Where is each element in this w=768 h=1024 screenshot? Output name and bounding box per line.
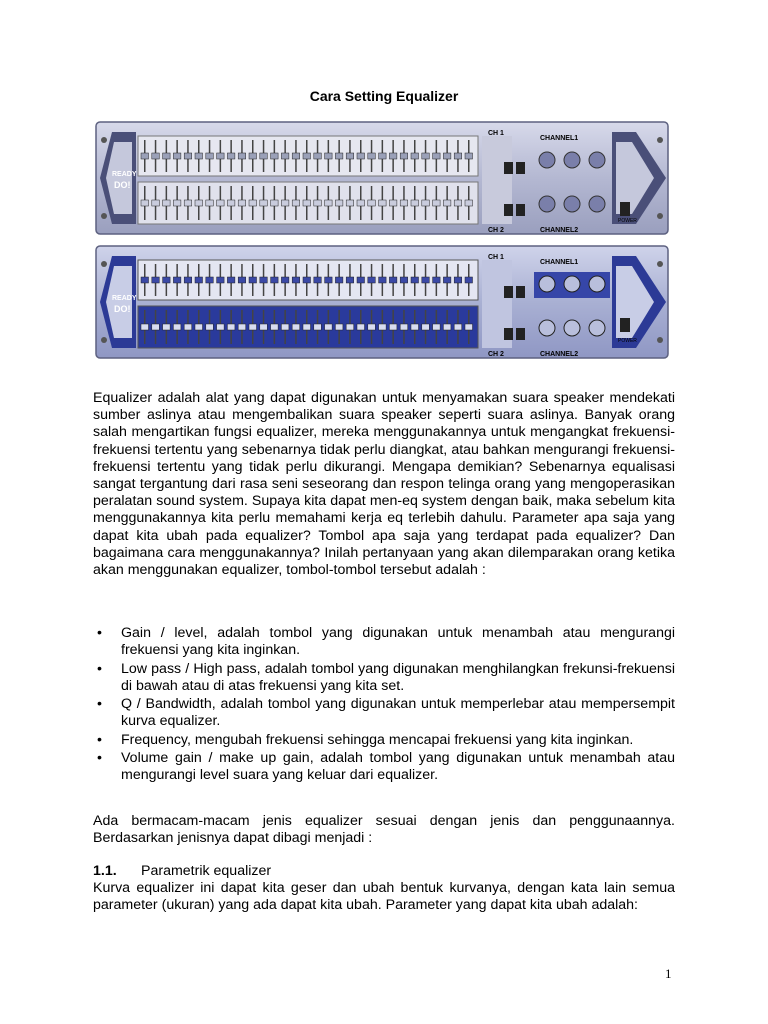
- slider-knob: [379, 200, 387, 206]
- slider-knob: [152, 153, 160, 159]
- list-item: • Volume gain / make up gain, adalah tombol yang digunakan untuk menambah atau mengurangi level suara yang keluar dari equalizer.: [97, 750, 675, 784]
- parameter-list: [93, 625, 675, 786]
- slider-knob: [260, 324, 268, 330]
- list-item: • Gain / level, adalah tombol yang digunakan untuk menambah atau mengurangi frekuensi yang kita inginkan.: [97, 625, 675, 659]
- slider-knob: [346, 153, 354, 159]
- slider-knob: [422, 153, 430, 159]
- slider-knob: [422, 200, 430, 206]
- channel-label: CHANNEL1: [540, 135, 579, 142]
- toggle-button: [504, 204, 513, 216]
- slider-knob: [141, 324, 149, 330]
- slider-knob: [238, 324, 246, 330]
- slider-knob: [281, 324, 289, 330]
- slider-knob: [152, 277, 160, 283]
- slider-knob: [357, 277, 365, 283]
- slider-knob: [346, 277, 354, 283]
- slider-knob: [141, 277, 149, 283]
- bullet-icon: •: [97, 750, 102, 767]
- slider-knob: [346, 200, 354, 206]
- channel-label: CHANNEL2: [540, 351, 579, 358]
- bullet-icon: •: [97, 731, 102, 748]
- power-switch: [620, 202, 630, 216]
- slider-knob: [379, 153, 387, 159]
- rack-screw: [101, 337, 107, 343]
- toggle-button: [516, 286, 525, 298]
- knob: [539, 196, 555, 212]
- slider-knob: [141, 200, 149, 206]
- slider-knob: [195, 200, 203, 206]
- slider-knob: [465, 324, 473, 330]
- page-title: Cara Setting Equalizer: [309, 88, 459, 104]
- slider-knob: [249, 324, 257, 330]
- slider-knob: [141, 153, 149, 159]
- brand-label: READY: [112, 295, 137, 302]
- slider-knob: [411, 324, 419, 330]
- slider-knob: [217, 153, 225, 159]
- slider-knob: [152, 324, 160, 330]
- brand-label: DO!: [114, 180, 131, 190]
- slider-knob: [173, 277, 181, 283]
- slider-knob: [249, 200, 257, 206]
- power-label: POWER: [618, 338, 637, 344]
- slider-knob: [206, 200, 214, 206]
- section-heading: [93, 863, 271, 879]
- slider-knob: [303, 277, 311, 283]
- slider-knob: [314, 277, 322, 283]
- slider-knob: [184, 153, 192, 159]
- slider-knob: [400, 277, 408, 283]
- ch-label: CH 2: [488, 351, 504, 358]
- equalizer-unit-1: [96, 122, 668, 234]
- ch-label: CH 1: [488, 254, 504, 261]
- slider-knob: [271, 277, 279, 283]
- slider-knob: [292, 324, 300, 330]
- list-item: • Q / Bandwidth, adalah tombol yang digunakan untuk memperlebar atau mempersempit kurva equalizer.: [97, 696, 675, 730]
- slider-knob: [443, 200, 451, 206]
- slider-knob: [433, 200, 441, 206]
- knob: [564, 276, 580, 292]
- slider-knob: [389, 200, 397, 206]
- slider-knob: [379, 277, 387, 283]
- slider-knob: [227, 277, 235, 283]
- toggle-button: [516, 204, 525, 216]
- slider-knob: [454, 277, 462, 283]
- slider-knob: [206, 324, 214, 330]
- channel-label: CHANNEL1: [540, 259, 579, 266]
- bullet-icon: •: [97, 660, 102, 677]
- slider-knob: [303, 324, 311, 330]
- slider-knob: [281, 153, 289, 159]
- slider-knob: [303, 200, 311, 206]
- slider-knob: [389, 277, 397, 283]
- ch-label: CH 1: [488, 130, 504, 137]
- slider-knob: [206, 153, 214, 159]
- slider-knob: [411, 153, 419, 159]
- list-item: • Low pass / High pass, adalah tombol yang digunakan menghilangkan frekunsi-frekuensi di bawah atau di atas frekuensi yang kita set.: [97, 660, 675, 694]
- power-label: POWER: [618, 218, 637, 224]
- slider-knob: [260, 153, 268, 159]
- slider-knob: [368, 153, 376, 159]
- slider-knob: [281, 277, 289, 283]
- slider-knob: [325, 153, 333, 159]
- slider-knob: [195, 277, 203, 283]
- rack-screw: [657, 137, 663, 143]
- slider-knob: [217, 324, 225, 330]
- slider-knob: [163, 277, 171, 283]
- slider-knob: [368, 324, 376, 330]
- knob: [589, 196, 605, 212]
- slider-knob: [292, 200, 300, 206]
- slider-knob: [433, 277, 441, 283]
- slider-knob: [325, 324, 333, 330]
- slider-knob: [292, 277, 300, 283]
- brand-label: READY: [112, 171, 137, 178]
- ch-label: CH 2: [488, 227, 504, 234]
- slider-knob: [271, 324, 279, 330]
- slider-knob: [443, 153, 451, 159]
- slider-knob: [206, 277, 214, 283]
- section-paragraph: Kurva equalizer ini dapat kita geser dan ubah bentuk kurvanya, dengan kata lain semua parameter (ukuran) yang ada dapat kita ubah. Parameter yang dapat kita ubah adalah:: [93, 880, 675, 914]
- slider-knob: [433, 153, 441, 159]
- page-number: 1: [665, 966, 672, 981]
- slider-knob: [163, 324, 171, 330]
- slider-knob: [411, 277, 419, 283]
- equalizer-unit-2: [96, 246, 668, 358]
- slider-knob: [260, 277, 268, 283]
- slider-knob: [454, 324, 462, 330]
- channel-label: CHANNEL2: [540, 227, 579, 234]
- slider-knob: [465, 200, 473, 206]
- slider-knob: [184, 200, 192, 206]
- slider-knob: [238, 200, 246, 206]
- slider-knob: [227, 324, 235, 330]
- slider-knob: [260, 200, 268, 206]
- toggle-button: [504, 328, 513, 340]
- slider-knob: [249, 153, 257, 159]
- slider-knob: [357, 324, 365, 330]
- slider-knob: [454, 153, 462, 159]
- equalizer-photo: [92, 118, 672, 360]
- slider-knob: [281, 200, 289, 206]
- slider-knob: [411, 200, 419, 206]
- slider-knob: [368, 200, 376, 206]
- power-switch: [620, 318, 630, 332]
- slider-knob: [163, 153, 171, 159]
- toggle-button: [516, 328, 525, 340]
- knob: [539, 320, 555, 336]
- slider-knob: [184, 277, 192, 283]
- rack-screw: [657, 261, 663, 267]
- slider-knob: [400, 153, 408, 159]
- knob: [564, 152, 580, 168]
- rack-screw: [101, 261, 107, 267]
- slider-knob: [325, 277, 333, 283]
- list-item: • Frequency, mengubah frekuensi sehingga mencapai frekuensi yang kita inginkan.: [97, 731, 634, 748]
- slider-knob: [335, 153, 343, 159]
- slider-knob: [443, 324, 451, 330]
- slider-knob: [389, 324, 397, 330]
- slider-knob: [422, 324, 430, 330]
- rack-screw: [657, 337, 663, 343]
- slider-knob: [184, 324, 192, 330]
- toggle-button: [504, 286, 513, 298]
- knob: [539, 152, 555, 168]
- slider-knob: [422, 277, 430, 283]
- slider-knob: [368, 277, 376, 283]
- slider-knob: [465, 277, 473, 283]
- intro-paragraph: Equalizer adalah alat yang dapat digunakan untuk menyamakan suara speaker mendekati sumber aslinya atau mengembalikan suara speaker seperti suara aslinya. Banyak orang salah mengartikan fungsi equalizer, mereka menggunakannya untuk mengangkat frekuensi-frekuensi tertentu yang sebenarnya tidak perlu diangkat, atau bahkan mengurangi frekuensi-frekuensi tertentu yang tidak perlu dikurangi. Mengapa demikian? Sebenarnya equalisasi sangat tergantung dari rasa seni seseorang dan respon telinga orang yang mengoperasikan peralatan sound system. Supaya kita dapat men-eq system dengan baik, maka sebelum kita menggunakannya kita perlu memahami kerja eq terlebih dahulu. Parameter apa saja yang dapat kita ubah pada equalizer? Tombol apa saja yang terdapat pada equalizer? Dan bagaimana cara menggunakannya? Inilah pertanyaan yang akan dilemparakan orang ketika akan menggunakan equalizer, tombol-tombol tersebut adalah :: [93, 390, 675, 579]
- slider-knob: [314, 153, 322, 159]
- slider-knob: [325, 200, 333, 206]
- slider-knob: [346, 324, 354, 330]
- slider-knob: [389, 153, 397, 159]
- slider-knob: [163, 200, 171, 206]
- toggle-button: [504, 162, 513, 174]
- slider-knob: [379, 324, 387, 330]
- slider-knob: [454, 200, 462, 206]
- slider-knob: [292, 153, 300, 159]
- slider-knob: [465, 153, 473, 159]
- slider-knob: [238, 277, 246, 283]
- knob: [589, 152, 605, 168]
- slider-knob: [335, 277, 343, 283]
- slider-knob: [227, 153, 235, 159]
- slider-knob: [271, 200, 279, 206]
- slider-knob: [195, 153, 203, 159]
- slider-knob: [335, 200, 343, 206]
- slider-knob: [335, 324, 343, 330]
- section-title: Parametrik equalizer: [141, 863, 272, 879]
- slider-knob: [173, 153, 181, 159]
- slider-knob: [227, 200, 235, 206]
- slider-knob: [249, 277, 257, 283]
- bullet-icon: •: [97, 625, 102, 641]
- slider-knob: [217, 277, 225, 283]
- knob: [589, 276, 605, 292]
- rack-screw: [657, 213, 663, 219]
- knob: [564, 320, 580, 336]
- slider-knob: [303, 153, 311, 159]
- slider-knob: [357, 153, 365, 159]
- toggle-button: [516, 162, 525, 174]
- rack-screw: [101, 137, 107, 143]
- slider-knob: [314, 324, 322, 330]
- slider-knob: [433, 324, 441, 330]
- slider-knob: [152, 200, 160, 206]
- slider-knob: [271, 153, 279, 159]
- section-number: 1.1.: [93, 863, 117, 879]
- bullet-icon: •: [97, 696, 102, 713]
- slider-knob: [173, 324, 181, 330]
- slider-knob: [400, 324, 408, 330]
- knob: [539, 276, 555, 292]
- types-paragraph: Ada bermacam-macam jenis equalizer sesuai dengan jenis dan penggunaannya. Berdasarkan jenisnya dapat dibagi menjadi :: [93, 813, 675, 847]
- slider-knob: [217, 200, 225, 206]
- slider-knob: [400, 200, 408, 206]
- brand-label: DO!: [114, 304, 131, 314]
- slider-knob: [357, 200, 365, 206]
- slider-knob: [238, 153, 246, 159]
- knob: [589, 320, 605, 336]
- slider-knob: [443, 277, 451, 283]
- slider-knob: [173, 200, 181, 206]
- slider-knob: [314, 200, 322, 206]
- slider-knob: [195, 324, 203, 330]
- rack-screw: [101, 213, 107, 219]
- knob: [564, 196, 580, 212]
